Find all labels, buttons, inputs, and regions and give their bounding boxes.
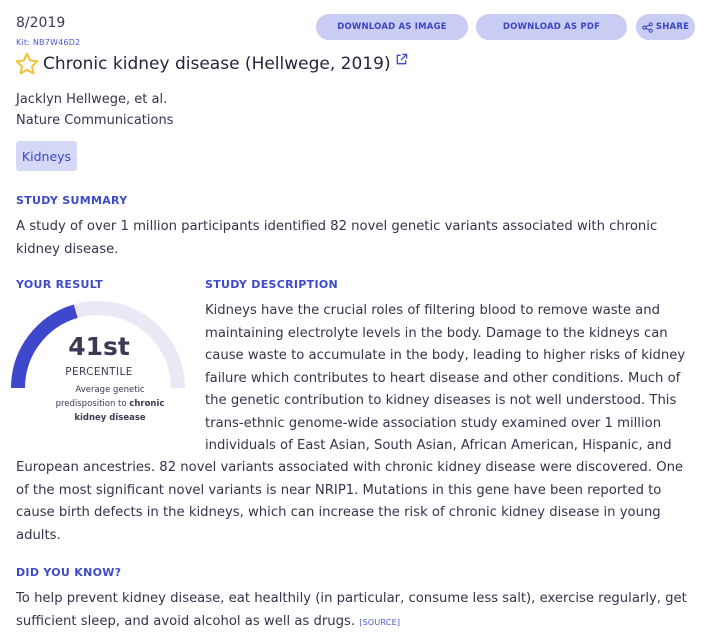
description-line: of the most significant novel variants is near NRIP1. Mutations in this gene have been reported to [16, 482, 662, 498]
description-line: individuals of East Asian, South Asian, African American, Hispanic, and [205, 438, 672, 453]
source-link[interactable]: [SOURCE] [359, 617, 401, 627]
description-line: failure which contributes to heart disease and other conditions. Much of [205, 370, 681, 386]
share-icon [642, 22, 653, 33]
download-image-button[interactable] [316, 14, 468, 40]
description-line: Kidneys have the crucial roles of filtering blood to remove waste and [205, 303, 660, 318]
description-line: European ancestries. 82 novel variants associated with chronic kidney disease were discovered. One [16, 460, 684, 475]
description-line: trans-ethnic genome-wide association study examined over 1 million [205, 415, 662, 431]
study-summary-line: kidney disease. [16, 241, 119, 257]
category-tag-label: Kidneys [21, 148, 72, 164]
external-link-icon[interactable] [395, 53, 408, 66]
share-button[interactable] [636, 14, 695, 40]
percentile-desc-prefix: predisposition to [55, 399, 130, 409]
description-line: the genetic contribution to kidney diseases is not well understood. This [205, 393, 677, 408]
percentile-desc-line: Average genetic [75, 385, 145, 395]
study-description-side [205, 300, 705, 458]
did-you-know-text [16, 588, 706, 634]
journal: Nature Communications [16, 113, 174, 128]
study-summary-text [16, 216, 706, 261]
study-description-full [16, 457, 706, 547]
did-you-know-line [16, 611, 706, 635]
study-date: 8/2019 [16, 15, 66, 31]
study-description-heading: STUDY DESCRIPTION [205, 278, 339, 291]
percentile-desc-bold: kidney disease [74, 413, 146, 423]
title-row [14, 51, 408, 77]
percentile-value: 41st [68, 332, 130, 361]
your-result-heading: YOUR RESULT [16, 278, 103, 291]
study-summary-heading: STUDY SUMMARY [16, 194, 128, 207]
download-pdf-button[interactable] [476, 14, 627, 40]
description-line: maintaining electrolyte levels in the body. Damage to the kidneys can [205, 325, 668, 341]
star-outline-icon[interactable] [14, 51, 40, 77]
page-title: Chronic kidney disease (Hellwege, 2019) [43, 54, 391, 74]
description-line: cause waste to accumulate in the body, leading to higher risks of kidney [205, 348, 686, 363]
download-image-label: DOWNLOAD AS IMAGE [337, 22, 447, 32]
category-tag[interactable] [16, 141, 77, 171]
description-line: cause birth defects in the kidneys, which can increase the risk of chronic kidney disease in young [16, 505, 661, 520]
share-label: SHARE [655, 22, 690, 32]
percentile-label: PERCENTILE [65, 366, 133, 378]
percentile-desc-bold: chronic [129, 399, 165, 409]
authors: Jacklyn Hellwege, et al. [16, 92, 168, 107]
percentile-description [55, 383, 165, 425]
percentile-desc-line [55, 397, 165, 411]
percentile-desc-line [55, 411, 165, 425]
did-you-know-heading: DID YOU KNOW? [16, 566, 122, 579]
did-you-know-line-2: sufficient sleep, and avoid alcohol as well as drugs. [16, 613, 356, 629]
download-pdf-label: DOWNLOAD AS PDF [502, 22, 601, 32]
kit-id: Kit: NB7W46D2 [16, 38, 81, 47]
did-you-know-line: To help prevent kidney disease, eat healthily (in particular, consume less salt), exercise regularly, get [16, 591, 687, 606]
study-summary-line: A study of over 1 million participants identified 82 novel genetic variants associated with chronic [16, 219, 658, 234]
description-line: adults. [16, 527, 61, 543]
